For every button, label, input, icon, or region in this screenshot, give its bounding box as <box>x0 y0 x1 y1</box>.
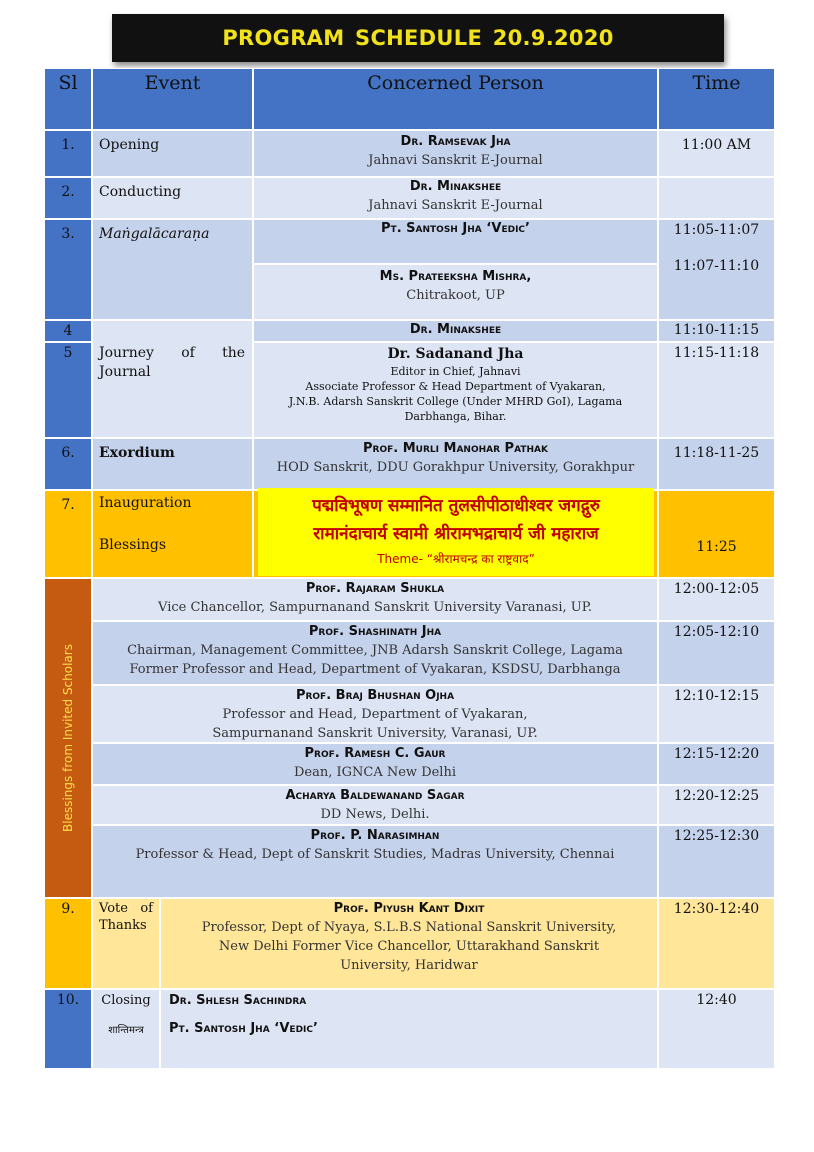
scholar-3-detail-1: Professor and Head, Department of Vyakaran, <box>222 707 528 722</box>
scholar-2-person <box>92 621 658 685</box>
row-3b-time: 11:07-11:10 <box>673 258 760 274</box>
row-10-person <box>160 989 658 1069</box>
row-10-event-sub: शान्तिमन्त्र <box>108 1025 144 1036</box>
scholar-5-time: 12:20-12:25 <box>658 785 775 825</box>
scholar-3-name: Prof. Braj Bhushan Ojha <box>295 688 455 703</box>
row-9-event <box>99 901 153 933</box>
scholar-3-person <box>92 685 658 743</box>
header-event: Event <box>92 68 253 130</box>
row-1-person <box>253 130 658 177</box>
row-9-detail-1: Professor, Dept of Nyaya, S.L.B.S National Sanskrit University, <box>201 920 617 935</box>
row-10-event: Closing <box>101 993 151 1008</box>
row-10-sl: 10. <box>44 989 92 1069</box>
scholar-5-name: Acharya Baldewanand Sagar <box>285 788 465 803</box>
header-sl: Sl <box>44 68 92 130</box>
scholar-2-time: 12:05-12:10 <box>658 621 775 685</box>
row-3-event: Maṅgalācaraṇa <box>92 219 253 320</box>
row-1-name: Dr. Ramsevak Jha <box>400 134 511 149</box>
scholar-2-detail-2: Former Professor and Head, Department of Vyakaran, KSDSU, Darbhanga <box>129 662 621 677</box>
row-9-detail-3: University, Haridwar <box>340 958 478 973</box>
scholar-1-person <box>92 578 658 621</box>
row-3b-name: Ms. Prateeksha Mishra, <box>379 269 532 284</box>
row-3b-detail: Chitrakoot, UP <box>406 288 505 303</box>
row-5-detail-3: J.N.B. Adarsh Sanskrit College (Under MHRD GoI), Lagama <box>288 395 623 408</box>
row-5-event <box>99 345 245 380</box>
row-5-name: Dr. Sadanand Jha <box>387 346 524 362</box>
scholar-3-detail-2: Sampurnanand Sanskrit University, Varanasi, UP. <box>212 726 538 741</box>
row-3a-time: 11:05-11:07 <box>673 222 760 238</box>
scholar-4-detail: Dean, IGNCA New Delhi <box>294 765 456 780</box>
scholar-6-person <box>92 825 658 898</box>
row-3-sl: 3. <box>44 219 92 320</box>
scholar-2-detail-1: Chairman, Management Committee, JNB Adarsh Sanskrit College, Lagama <box>127 643 623 658</box>
row-9-name: Prof. Piyush Kant Dixit <box>333 901 485 916</box>
row-5-sl: 5 <box>44 342 92 438</box>
scholar-6-name: Prof. P. Narasimhan <box>310 828 440 843</box>
row-1-sl: 1. <box>44 130 92 177</box>
scholar-6-detail: Professor & Head, Dept of Sanskrit Studies, Madras University, Chennai <box>135 847 615 862</box>
row-10-event-cell <box>92 989 160 1069</box>
row-4-sl: 4 <box>44 320 92 342</box>
row-9-time: 12:30-12:40 <box>658 898 775 989</box>
row-5-time: 11:15-11:18 <box>658 342 775 438</box>
scholars-side-label: Blessings from Invited Scholars <box>61 644 75 832</box>
row-6-name: Prof. Murli Manohar Pathak <box>363 441 548 456</box>
row-9-sl: 9. <box>44 898 92 989</box>
row-10-time: 12:40 <box>658 989 775 1069</box>
scholar-5-detail: DD News, Delhi. <box>320 807 430 822</box>
row-6-sl: 6. <box>44 438 92 490</box>
scholar-4-name: Prof. Ramesh C. Gaur <box>304 746 446 761</box>
row-1-event: Opening <box>92 130 253 177</box>
row-2-detail: Jahnavi Sanskrit E-Journal <box>368 198 543 213</box>
row-7-theme: Theme- “श्रीरामचन्द्र का राष्ट्रवाद” <box>377 552 535 566</box>
row-3b-person <box>253 264 658 320</box>
row-7-hindi-box <box>258 488 654 576</box>
row-6-time: 11:18-11-25 <box>658 438 775 490</box>
row-5-event-line2: Journal <box>99 364 151 380</box>
scholar-6-time: 12:25-12:30 <box>658 825 775 898</box>
row-5-event-word-2: of <box>181 345 195 361</box>
row-7-event-1: Inauguration <box>99 495 192 511</box>
row-10-name-1: Dr. Shlesh Sachindra <box>169 993 307 1008</box>
row-6-detail: HOD Sanskrit, DDU Gorakhpur University, Gorakhpur <box>276 460 635 475</box>
row-9-event-word-2: of <box>140 901 153 916</box>
row-5-detail-1: Editor in Chief, Jahnavi <box>390 365 521 378</box>
row-5-detail-4: Darbhanga, Bihar. <box>404 410 507 423</box>
scholar-1-name: Prof. Rajaram Shukla <box>305 581 445 596</box>
row-5-event-word-3: the <box>222 345 245 361</box>
row-9-event-cell <box>92 898 160 989</box>
header-person: Concerned Person <box>253 68 658 130</box>
row-4-person <box>253 320 658 342</box>
row-3-time-cell <box>658 219 775 320</box>
scholars-side-band <box>44 578 92 898</box>
row-5-event-line1 <box>99 345 245 361</box>
page-title: PROGRAM SCHEDULE 20.9.2020 <box>222 26 614 50</box>
row-2-time <box>658 177 775 219</box>
row-7-hindi-line-1: पद्मविभूषण सम्मानित तुलसीपीठाधीश्वर जगद्गुरु <box>312 496 600 516</box>
row-7-hindi-line-2: रामानंदाचार्य स्वामी श्रीरामभद्राचार्य जी महाराज <box>313 524 599 544</box>
title-bar <box>112 14 724 62</box>
row-2-sl: 2. <box>44 177 92 219</box>
row-6-person <box>253 438 658 490</box>
row-7-sl: 7. <box>44 490 92 578</box>
row-3a-person <box>253 219 658 264</box>
row-9-event-line1 <box>99 901 153 916</box>
row-9-event-word-1: Vote <box>99 901 128 916</box>
row-4-time: 11:10-11:15 <box>658 320 775 342</box>
scholar-4-time: 12:15-12:20 <box>658 743 775 785</box>
row-4-name: Dr. Minakshee <box>409 322 502 337</box>
row-2-name: Dr. Minakshee <box>409 179 502 194</box>
row-5-person <box>253 342 658 438</box>
row-2-person <box>253 177 658 219</box>
scholar-5-person <box>92 785 658 825</box>
row-1-detail: Jahnavi Sanskrit E-Journal <box>368 153 543 168</box>
row-7-time: 11:25 <box>658 490 775 578</box>
scholar-1-time: 12:00-12:05 <box>658 578 775 621</box>
header-time: Time <box>658 68 775 130</box>
row-7-event-2: Blessings <box>99 537 167 553</box>
scholar-4-person <box>92 743 658 785</box>
row-2-event: Conducting <box>92 177 253 219</box>
row-5-event-word-1: Journey <box>99 345 154 361</box>
row-9-person <box>160 898 658 989</box>
row-9-detail-2: New Delhi Former Vice Chancellor, Uttarakhand Sanskrit <box>218 939 600 954</box>
row-3a-name: Pt. Santosh Jha ‘Vedic’ <box>381 221 530 236</box>
row-4-5-event-cell <box>92 320 253 438</box>
row-1-time: 11:00 AM <box>658 130 775 177</box>
row-7-event-cell <box>92 490 253 578</box>
row-6-event: Exordium <box>92 438 253 490</box>
scholar-2-name: Prof. Shashinath Jha <box>308 624 442 639</box>
row-10-name-2: Pt. Santosh Jha ‘Vedic’ <box>169 1021 318 1036</box>
row-9-event-line2: Thanks <box>99 918 147 933</box>
scholar-3-time: 12:10-12:15 <box>658 685 775 743</box>
scholar-1-detail: Vice Chancellor, Sampurnanand Sanskrit University Varanasi, UP. <box>158 600 592 615</box>
row-5-detail-2: Associate Professor & Head Department of Vyakaran, <box>305 380 606 393</box>
